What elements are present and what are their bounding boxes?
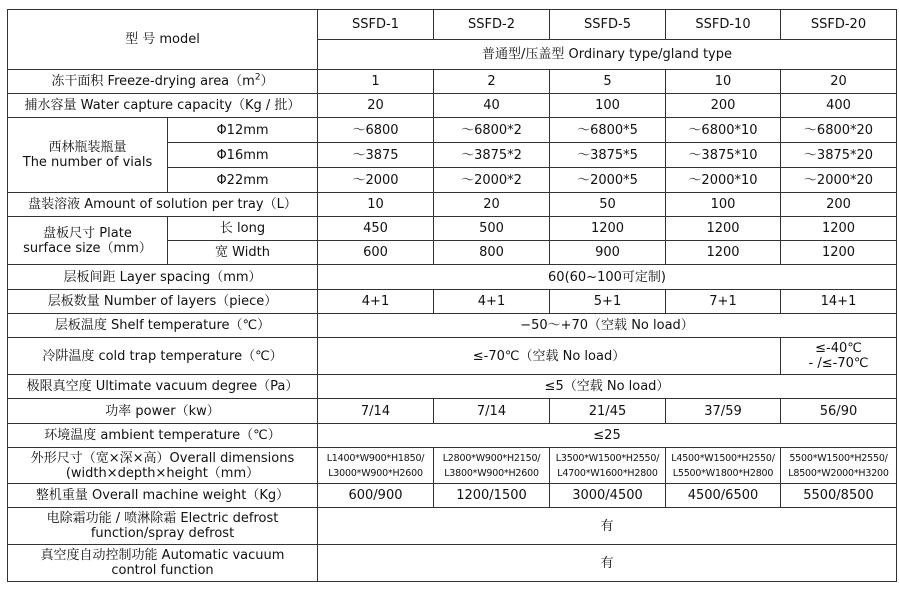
cell-value: ～3875*10 — [666, 143, 781, 168]
cell-value: 1200 — [666, 241, 781, 265]
cell-value: ～6800*5 — [550, 118, 666, 143]
table-row — [8, 484, 897, 508]
cell-value: 5500/8500 — [781, 484, 897, 508]
cell-value: L4500*W1500*H2550/ L5500*W1800*H2800 — [666, 448, 781, 484]
row-label: 冷阱温度 cold trap temperature（℃） — [8, 338, 318, 375]
cell-value: 20 — [318, 94, 434, 118]
row-label: 外形尺寸（宽×深×高）Overall dimensions (width×depth×height（mm） — [8, 448, 318, 484]
model-name: SSFD-10 — [666, 10, 781, 40]
row-label: 真空度自动控制功能 Automatic vacuum control function — [8, 545, 318, 582]
cell-value: 100 — [550, 94, 666, 118]
row-label: 电除霜功能 / 喷淋除霜 Electric defrost function/spray defrost — [8, 508, 318, 545]
cell-value: 有 — [318, 508, 897, 545]
cell-value: 600 — [318, 241, 434, 265]
cell-value: 有 — [318, 545, 897, 582]
cell-value: 56/90 — [781, 399, 897, 424]
row-label: 环境温度 ambient temperature（℃） — [8, 424, 318, 448]
cell-value: ～2000*20 — [781, 168, 897, 193]
cell-value: 1200 — [781, 241, 897, 265]
row-label: 冻干面积 Freeze-drying $area(m^2)$ — [8, 70, 318, 94]
cell-value: ～2000 — [318, 168, 434, 193]
cell-value: 10 — [666, 70, 781, 94]
header-row — [8, 10, 897, 40]
cell-value: L2800*W900*H2150/ L3800*W900*H2600 — [434, 448, 550, 484]
cell-value: 5500*W1500*H2550/ L8500*W2000*H3200 — [781, 448, 897, 484]
cell-value: 1200/1500 — [434, 484, 550, 508]
cell-value: 4500/6500 — [666, 484, 781, 508]
cell-value: L3500*W1500*H2550/ L4700*W1600*H2800 — [550, 448, 666, 484]
cell-value: ～6800*10 — [666, 118, 781, 143]
table-row — [8, 94, 897, 118]
spec-table — [7, 9, 897, 582]
row-label: 层板温度 Shelf temperature（℃） — [8, 314, 318, 338]
cell-value: 1 — [318, 70, 434, 94]
table-row — [8, 290, 897, 314]
cell-value: 500 — [434, 217, 550, 241]
cell-value: 40 — [434, 94, 550, 118]
table-row — [8, 375, 897, 399]
cell-value: 3000/4500 — [550, 484, 666, 508]
cell-value: 4+1 — [434, 290, 550, 314]
cell-value: ～2000*10 — [666, 168, 781, 193]
row-label: 功率 power（kw） — [8, 399, 318, 424]
cell-value: 21/45 — [550, 399, 666, 424]
cell-value: 400 — [781, 94, 897, 118]
sub-label: Φ22mm — [168, 168, 318, 193]
cell-value: ～3875*20 — [781, 143, 897, 168]
table-row — [8, 545, 897, 582]
cell-value: 7/14 — [434, 399, 550, 424]
row-label: 西林瓶装瓶量 The number of vials — [8, 118, 168, 193]
cell-value: 200 — [666, 94, 781, 118]
cell-value: 7/14 — [318, 399, 434, 424]
cell-value: 1200 — [550, 217, 666, 241]
table-row — [8, 424, 897, 448]
cell-value: ～3875*2 — [434, 143, 550, 168]
table-row — [8, 118, 897, 143]
sub-label: 长 long — [168, 217, 318, 241]
model-name: SSFD-20 — [781, 10, 897, 40]
cell-value: ～6800*20 — [781, 118, 897, 143]
cell-value: ≤-40℃ - /≤-70℃ — [781, 338, 897, 375]
cell-value: 2 — [434, 70, 550, 94]
cell-value: 200 — [781, 193, 897, 217]
row-label: 捕水容量 Water capture capacity（Kg / 批） — [8, 94, 318, 118]
cell-value: 50 — [550, 193, 666, 217]
sub-label: Φ12mm — [168, 118, 318, 143]
model-label: 型 号 model — [8, 10, 318, 70]
cell-value: 4+1 — [318, 290, 434, 314]
row-label: 盘装溶液 Amount of solution per tray（L） — [8, 193, 318, 217]
cell-value: 450 — [318, 217, 434, 241]
sub-label: Φ16mm — [168, 143, 318, 168]
cell-value: ≤-70℃（空载 No load） — [318, 338, 781, 375]
cell-value: 14+1 — [781, 290, 897, 314]
cell-value: 7+1 — [666, 290, 781, 314]
row-label: 层板数量 Number of layers（piece） — [8, 290, 318, 314]
table-row — [8, 448, 897, 484]
cell-value: 20 — [434, 193, 550, 217]
cell-value: 800 — [434, 241, 550, 265]
cell-value: ～2000*2 — [434, 168, 550, 193]
table-row — [8, 508, 897, 545]
cell-value: 100 — [666, 193, 781, 217]
cell-value: −50～+70（空载 No load） — [318, 314, 897, 338]
table-row — [8, 70, 897, 94]
table-row — [8, 314, 897, 338]
cell-value: 37/59 — [666, 399, 781, 424]
cell-value: 1200 — [781, 217, 897, 241]
row-label: 盘板尺寸 Plate surface size（mm） — [8, 217, 168, 265]
cell-value: ～6800 — [318, 118, 434, 143]
cell-value: L1400*W900*H1850/ L3000*W900*H2600 — [318, 448, 434, 484]
table-row — [8, 399, 897, 424]
model-name: SSFD-5 — [550, 10, 666, 40]
row-label: 整机重量 Overall machine weight（Kg） — [8, 484, 318, 508]
row-label: 极限真空度 Ultimate vacuum degree（Pa） — [8, 375, 318, 399]
model-name: SSFD-1 — [318, 10, 434, 40]
cell-value: ～6800*2 — [434, 118, 550, 143]
cell-value: ≤25 — [318, 424, 897, 448]
cell-value: 1200 — [666, 217, 781, 241]
cell-value: 900 — [550, 241, 666, 265]
cell-value: ～2000*5 — [550, 168, 666, 193]
table-row — [8, 193, 897, 217]
cell-value: ≤5（空载 No load） — [318, 375, 897, 399]
cell-value: 10 — [318, 193, 434, 217]
table-row — [8, 338, 897, 375]
cell-value: 5 — [550, 70, 666, 94]
model-name: SSFD-2 — [434, 10, 550, 40]
cell-value: 20 — [781, 70, 897, 94]
sub-label: 宽 Width — [168, 241, 318, 265]
table-row — [8, 217, 897, 241]
cell-value: ～3875 — [318, 143, 434, 168]
row-label: 层板间距 Layer spacing（mm） — [8, 265, 318, 290]
table-row — [8, 265, 897, 290]
cell-value: 5+1 — [550, 290, 666, 314]
cell-value: 600/900 — [318, 484, 434, 508]
cell-value: ～3875*5 — [550, 143, 666, 168]
cell-value: 60(60~100可定制) — [318, 265, 897, 290]
type-note: 普通型/压盖型 Ordinary type/gland type — [318, 40, 897, 70]
